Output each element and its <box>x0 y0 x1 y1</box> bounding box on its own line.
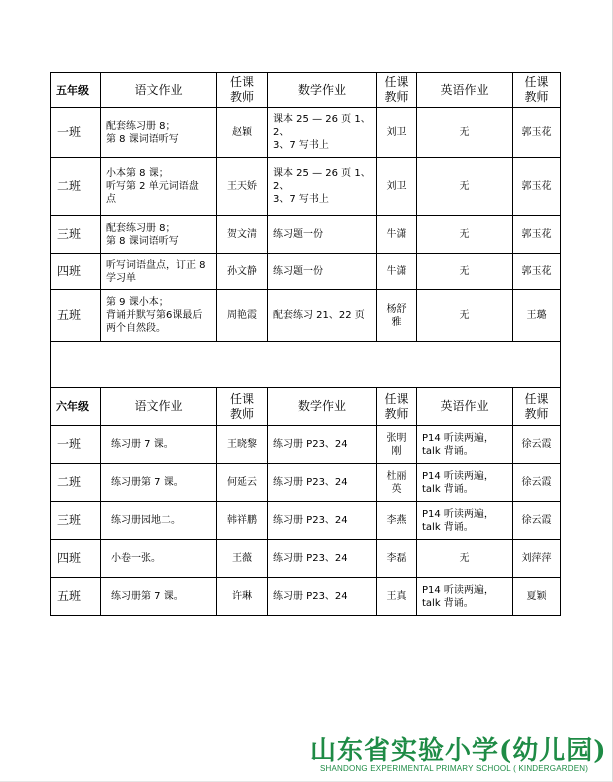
teacher-name: 夏颖 <box>513 578 561 616</box>
math-homework: 课本 25 — 26 页 1、2、 3、7 写书上 <box>268 158 377 216</box>
math-homework: 练习册 P23、24 <box>268 502 377 540</box>
grade6-header-row <box>51 388 561 426</box>
teacher-name: 王晓黎 <box>217 426 268 464</box>
english-homework: P14 听读两遍， talk 背诵。 <box>417 426 513 464</box>
english-homework: P14 听读两遍， talk 背诵。 <box>417 502 513 540</box>
class-name: 四班 <box>51 540 101 578</box>
teacher-name: 刘卫 <box>377 158 417 216</box>
class-name: 五班 <box>51 290 101 342</box>
math-homework: 练习册 P23、24 <box>268 578 377 616</box>
col-header-english: 英语作业 <box>417 73 513 108</box>
class-name: 一班 <box>51 426 101 464</box>
math-homework: 练习题一份 <box>268 254 377 290</box>
teacher-name: 孙文静 <box>217 254 268 290</box>
class-name: 三班 <box>51 216 101 254</box>
math-homework: 课本 25 — 26 页 1、2、 3、7 写书上 <box>268 108 377 158</box>
teacher-name: 赵颖 <box>217 108 268 158</box>
math-homework: 配套练习 21、22 页 <box>268 290 377 342</box>
math-homework: 练习题一份 <box>268 216 377 254</box>
teacher-name: 李燕 <box>377 502 417 540</box>
english-homework: 无 <box>417 108 513 158</box>
teacher-name: 王真 <box>377 578 417 616</box>
teacher-name: 韩祥鹏 <box>217 502 268 540</box>
table-row <box>51 502 561 540</box>
grade-label: 五年级 <box>51 73 101 108</box>
chinese-homework: 听写词语盘点，订正 8 学习单 <box>101 254 217 290</box>
english-homework: 无 <box>417 216 513 254</box>
col-header-teacher: 任课 教师 <box>377 388 417 426</box>
col-header-teacher: 任课 教师 <box>513 388 561 426</box>
section-spacer <box>51 342 561 388</box>
table-row <box>51 578 561 616</box>
teacher-name: 牛潇 <box>377 216 417 254</box>
chinese-homework: 配套练习册 8； 第 8 课词语听写 <box>101 108 217 158</box>
table-row <box>51 108 561 158</box>
chinese-homework: 练习册 7 课。 <box>101 426 217 464</box>
class-name: 一班 <box>51 108 101 158</box>
english-homework: P14 听读两遍， talk 背诵。 <box>417 464 513 502</box>
english-homework: 无 <box>417 254 513 290</box>
english-homework: P14 听读两遍， talk 背诵。 <box>417 578 513 616</box>
teacher-name: 杨舒 雅 <box>377 290 417 342</box>
teacher-name: 许琳 <box>217 578 268 616</box>
chinese-homework: 小卷一张。 <box>101 540 217 578</box>
col-header-teacher: 任课 教师 <box>513 73 561 108</box>
table-row <box>51 216 561 254</box>
class-name: 五班 <box>51 578 101 616</box>
school-logo-english-name: SHANDONG EXPERIMENTAL PRIMARY SCHOOL ( KINDERGARDEN) <box>320 764 589 773</box>
col-header-math: 数学作业 <box>268 73 377 108</box>
teacher-name: 李磊 <box>377 540 417 578</box>
teacher-name: 徐云霞 <box>513 464 561 502</box>
class-name: 二班 <box>51 158 101 216</box>
grade-label: 六年级 <box>51 388 101 426</box>
teacher-name: 王薇 <box>217 540 268 578</box>
teacher-name: 刘萍萍 <box>513 540 561 578</box>
table-row <box>51 426 561 464</box>
math-homework: 练习册 P23、24 <box>268 540 377 578</box>
col-header-math: 数学作业 <box>268 388 377 426</box>
col-header-teacher: 任课 教师 <box>377 73 417 108</box>
blank-row <box>51 342 561 388</box>
col-header-teacher: 任课 教师 <box>217 388 268 426</box>
col-header-chinese: 语文作业 <box>101 73 217 108</box>
grade5-header-row <box>51 73 561 108</box>
school-logo <box>300 730 610 782</box>
teacher-name: 郭玉花 <box>513 216 561 254</box>
chinese-homework: 练习册园地二。 <box>101 502 217 540</box>
teacher-name: 牛潇 <box>377 254 417 290</box>
teacher-name: 徐云霞 <box>513 502 561 540</box>
teacher-name: 何延云 <box>217 464 268 502</box>
english-homework: 无 <box>417 540 513 578</box>
chinese-homework: 配套练习册 8； 第 8 课词语听写 <box>101 216 217 254</box>
table-row <box>51 254 561 290</box>
teacher-name: 徐云霞 <box>513 426 561 464</box>
math-homework: 练习册 P23、24 <box>268 464 377 502</box>
teacher-name: 郭玉花 <box>513 108 561 158</box>
chinese-homework: 小本第 8 课； 听写第 2 单元词语盘 点 <box>101 158 217 216</box>
class-name: 四班 <box>51 254 101 290</box>
english-homework: 无 <box>417 158 513 216</box>
chinese-homework: 第 9 课小本； 背诵并默写第6课最后 两个自然段。 <box>101 290 217 342</box>
teacher-name: 王璐 <box>513 290 561 342</box>
teacher-name: 王天娇 <box>217 158 268 216</box>
teacher-name: 张明刚 <box>377 426 417 464</box>
table-row <box>51 464 561 502</box>
table-row <box>51 158 561 216</box>
chinese-homework: 练习册第 7 课。 <box>101 578 217 616</box>
teacher-name: 刘卫 <box>377 108 417 158</box>
col-header-teacher: 任课 教师 <box>217 73 268 108</box>
teacher-name: 贺文清 <box>217 216 268 254</box>
col-header-chinese: 语文作业 <box>101 388 217 426</box>
class-name: 三班 <box>51 502 101 540</box>
math-homework: 练习册 P23、24 <box>268 426 377 464</box>
chinese-homework: 练习册第 7 课。 <box>101 464 217 502</box>
table-row <box>51 540 561 578</box>
class-name: 二班 <box>51 464 101 502</box>
teacher-name: 郭玉花 <box>513 158 561 216</box>
homework-table <box>50 72 561 616</box>
teacher-name: 郭玉花 <box>513 254 561 290</box>
teacher-name: 杜丽英 <box>377 464 417 502</box>
table-row <box>51 290 561 342</box>
col-header-english: 英语作业 <box>417 388 513 426</box>
teacher-name: 周艳霞 <box>217 290 268 342</box>
school-logo-chinese-name: 山东省实验小学(幼儿园) <box>310 736 607 766</box>
english-homework: 无 <box>417 290 513 342</box>
